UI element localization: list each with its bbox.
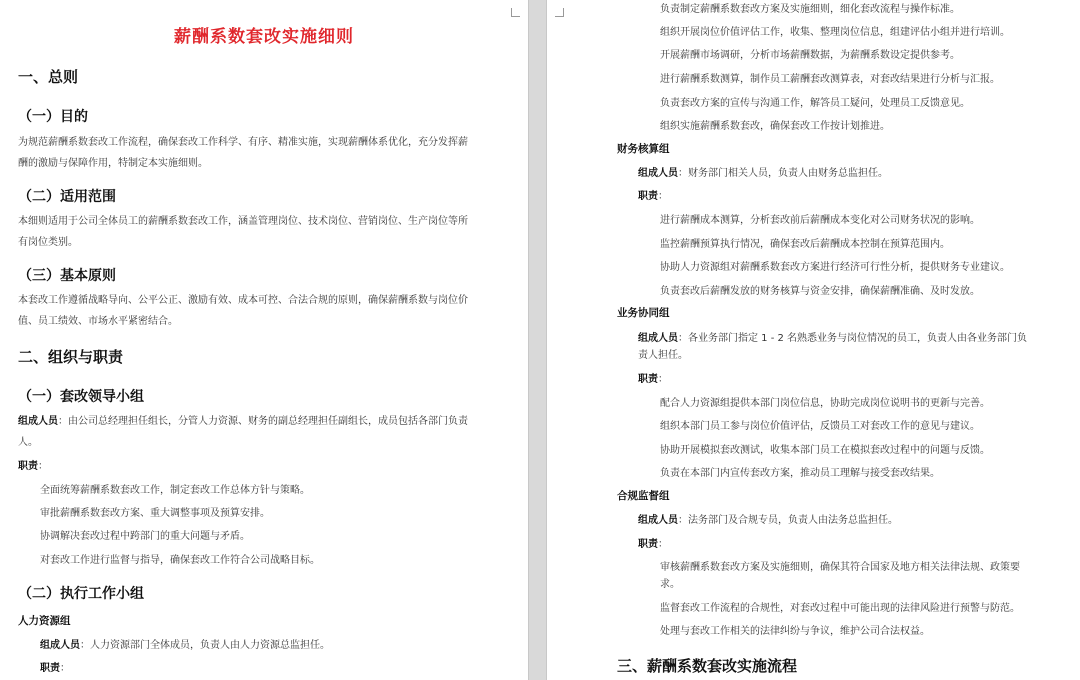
members-text: ：各业务部门指定 1 - 2 名熟悉业务与岗位情况的员工，负责人由各业务部门负 <box>678 333 1028 344</box>
compliance-duty-item: 处理与套改工作相关的法律纠纷与争议，维护公司合法权益。 <box>660 626 930 637</box>
finance-duty-item: 监控薪酬预算执行情况，确保套改后薪酬成本控制在预算范围内。 <box>660 239 950 250</box>
paragraph-scope: 本细则适用于公司全体员工的薪酬系数套改工作，涵盖管理岗位、技术岗位、营销岗位、生产岗位等所有岗位类别。 <box>18 216 468 248</box>
members-label: 组成人员 <box>638 515 678 526</box>
finance-duty-item: 负责套改后薪酬发放的财务核算与资金安排，确保薪酬准确、及时发放。 <box>660 286 980 297</box>
business-duty-item: 负责在本部门内宣传套改方案，推动员工理解与接受套改结果。 <box>660 468 940 479</box>
document-page-right <box>546 0 1080 680</box>
leader-group-members <box>18 411 468 453</box>
document-page-left <box>0 0 529 680</box>
subheading-exec-group: （二）执行工作小组 <box>18 586 144 602</box>
compliance-duty-item: 审核薪酬系数套改方案及实施细则，确保其符合国家及地方相关法律法规、政策要 <box>660 562 1020 573</box>
hr-duty-item: 负责制定薪酬系数套改方案及实施细则，细化套改流程与操作标准。 <box>660 4 960 15</box>
hr-duty-item: 开展薪酬市场调研，分析市场薪酬数据，为薪酬系数设定提供参考。 <box>660 50 960 61</box>
subheading-leader-group: （一）套改领导小组 <box>18 389 144 405</box>
finance-group-members <box>638 164 888 179</box>
hr-group-heading: 人力资源组 <box>18 615 71 627</box>
hr-duty-item: 负责套改方案的宣传与沟通工作，解答员工疑问，处理员工反馈意见。 <box>660 98 970 109</box>
members-text: ：由公司总经理担任组长，分管人力资源、财务的副总经理担任副组长，成员包括各部门负责人。 <box>18 416 468 448</box>
business-group-members <box>638 329 1027 344</box>
duty-colon: ： <box>60 663 70 674</box>
business-duty-item: 组织本部门员工参与岗位价值评估，反馈员工对套改工作的意见与建议。 <box>660 421 980 432</box>
business-group-members-cont: 责人担任。 <box>638 350 688 361</box>
paragraph-principles: 本套改工作遵循战略导向、公平公正、激励有效、成本可控、合法合规的原则，确保薪酬系数与岗位价值、员工绩效、市场水平紧密结合。 <box>18 295 468 327</box>
duty-colon: ： <box>658 539 668 550</box>
business-duty-item: 协助开展模拟套改测试，收集本部门员工在模拟套改过程中的问题与反馈。 <box>660 445 990 456</box>
business-group-heading: 业务协同组 <box>617 307 670 319</box>
members-label: 组成人员 <box>40 640 80 651</box>
compliance-duty-item: 监督套改工作流程的合规性，对套改过程中可能出现的法律风险进行预警与防范。 <box>660 603 1020 614</box>
compliance-duty-item-cont: 求。 <box>660 579 680 590</box>
leader-duty-item: 全面统筹薪酬系数套改工作，制定套改工作总体方针与策略。 <box>40 485 310 496</box>
business-duty-item: 配合人力资源组提供本部门岗位信息，协助完成岗位说明书的更新与完善。 <box>660 398 990 409</box>
duty-colon: ： <box>38 461 48 472</box>
hr-duty-item: 组织实施薪酬系数套改，确保套改工作按计划推进。 <box>660 121 890 132</box>
hr-duty-item: 进行薪酬系数测算，制作员工薪酬套改测算表，对套改结果进行分析与汇报。 <box>660 74 1000 85</box>
finance-duty-title <box>638 187 668 202</box>
members-text: ：人力资源部门全体成员，负责人由人力资源总监担任。 <box>80 640 330 651</box>
finance-group-heading: 财务核算组 <box>617 143 670 155</box>
subheading-purpose: （一）目的 <box>18 109 88 125</box>
members-label: 组成人员 <box>638 333 678 344</box>
document-title: 薪酬系数套改实施细则 <box>174 27 354 47</box>
compliance-duty-title <box>638 535 668 550</box>
paragraph-purpose: 为规范薪酬系数套改工作流程，确保套改工作科学、有序、精准实施，实现薪酬体系优化，充分发挥薪酬的激励与保障作用，特制定本实施细则。 <box>18 137 468 169</box>
leader-duty-title <box>18 457 48 472</box>
duty-label: 职责 <box>638 191 658 202</box>
compliance-group-members <box>638 511 898 526</box>
business-duty-title <box>638 370 668 385</box>
hr-duty-item: 组织开展岗位价值评估工作，收集、整理岗位信息，组建评估小组并进行培训。 <box>660 27 1010 38</box>
duty-label: 职责 <box>18 461 38 472</box>
duty-label: 职责 <box>638 539 658 550</box>
page-corner-mark <box>511 8 520 17</box>
section-heading-general: 一、总则 <box>18 68 79 86</box>
finance-duty-item: 协助人力资源组对薪酬系数套改方案进行经济可行性分析，提供财务专业建议。 <box>660 262 1010 273</box>
hr-duty-title <box>40 659 70 674</box>
leader-duty-item: 协调解决套改过程中跨部门的重大问题与矛盾。 <box>40 531 250 542</box>
leader-duty-item: 审批薪酬系数套改方案、重大调整事项及预算安排。 <box>40 508 270 519</box>
page-corner-mark <box>555 8 564 17</box>
duty-label: 职责 <box>638 374 658 385</box>
section-heading-organization: 二、组织与职责 <box>18 348 124 366</box>
compliance-group-heading: 合规监督组 <box>617 490 670 502</box>
finance-duty-item: 进行薪酬成本测算，分析套改前后薪酬成本变化对公司财务状况的影响。 <box>660 215 980 226</box>
subheading-scope: （二）适用范围 <box>18 189 116 205</box>
leader-duty-item: 对套改工作进行监督与指导，确保套改工作符合公司战略目标。 <box>40 555 320 566</box>
members-text: ：财务部门相关人员，负责人由财务总监担任。 <box>678 168 888 179</box>
members-text: ：法务部门及合规专员，负责人由法务总监担任。 <box>678 515 898 526</box>
subheading-principles: （三）基本原则 <box>18 268 116 284</box>
members-label: 组成人员 <box>638 168 678 179</box>
members-label: 组成人员 <box>18 416 58 427</box>
duty-label: 职责 <box>40 663 60 674</box>
section-heading-process: 三、薪酬系数套改实施流程 <box>617 657 798 675</box>
duty-colon: ： <box>658 374 668 385</box>
duty-colon: ： <box>658 191 668 202</box>
hr-group-members <box>40 636 330 651</box>
